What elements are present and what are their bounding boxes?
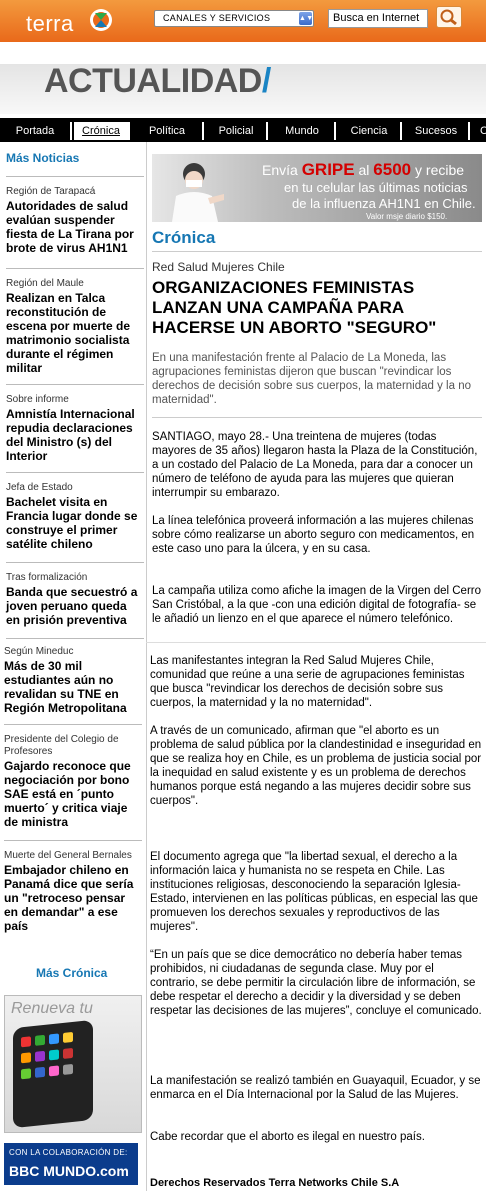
news-headline-link[interactable]: Autoridades de salud evalúan suspender fiesta de La Tirana por brote de virus AH1N1: [6, 199, 134, 255]
gripe-sms-banner[interactable]: [152, 154, 482, 222]
news-item: [4, 734, 140, 829]
article-paragraph: La manifestación se realizó también en Guayaquil, Ecuador, y se enmarca en el Día Internacional por la Salud de las Mujeres.: [150, 1075, 481, 1101]
more-news-heading: Más Noticias: [6, 151, 80, 165]
divider: [6, 176, 144, 177]
article-paragraph: Las manifestantes integran la Red Salud Mujeres Chile, comunidad que reúne a una serie de agrupaciones feministas que busca "revindicar los derechos de decisión sobre sus cuerpos, la maternidad y la no maternidad".: [150, 655, 465, 709]
divider: [152, 251, 482, 252]
article-paragraph: A través de un comunicado, afirman que "el aborto es un problema de salud pública por la clandestinidad e inseguridad en que se realiza hoy en Chile, es un problema de justicia social por la inequidad en salud existente y es un problema de derechos humanos porque está negando a las mujeres decidir sobre sus cuerpos".: [150, 725, 482, 807]
tab-portada[interactable]: Portada: [0, 122, 72, 140]
phone-ad-banner[interactable]: [4, 995, 142, 1133]
news-kicker: Región del Maule: [6, 278, 84, 289]
news-item: [6, 278, 142, 375]
tab-policial[interactable]: Policial: [206, 122, 268, 140]
channels-select-label: CANALES Y SERVICIOS: [163, 13, 271, 23]
divider: [6, 562, 144, 563]
divider: [4, 840, 142, 841]
news-kicker: Región de Tarapacá: [6, 186, 96, 197]
banner-line-3: de la influenza AH1N1 en Chile.: [292, 196, 476, 211]
news-item: [4, 850, 140, 933]
banner-price: Valor msje diario $150.: [366, 212, 448, 221]
section-slash: /: [261, 62, 271, 100]
person-with-mask-image: [166, 158, 226, 222]
terra-logo[interactable]: terra: [26, 11, 74, 36]
article-paragraph: La línea telefónica proveerá información a las mujeres chilenas sobre cómo realizarse un aborto seguro con medicamentos, en este caso uno para la úlcera, y en su casa.: [152, 515, 475, 555]
news-kicker: Tras formalización: [6, 572, 88, 583]
article-kicker: Red Salud Mujeres Chile: [152, 260, 285, 274]
tab-politica[interactable]: Política: [132, 122, 204, 140]
article-section-title: Crónica: [152, 228, 216, 247]
article-paragraph: La campaña utiliza como afiche la imagen de la Virgen del Cerro San Cristóbal, a la que -con una edición digital de fotografía- se le añadió un lienzo en el que aparece el número telefónico.: [152, 585, 482, 625]
divider: [146, 642, 486, 643]
section-title: [44, 62, 271, 101]
news-headline-link[interactable]: Banda que secuestró a joven peruano queda en prisión preventiva: [6, 585, 138, 627]
tab-cronica[interactable]: Crónica: [74, 122, 130, 140]
article-headline: ORGANIZACIONES FEMINISTAS LANZAN UNA CAMPAÑA PARA HACERSE UN ABORTO "SEGURO": [152, 278, 437, 337]
news-kicker: Muerte del General Bernales: [4, 850, 132, 861]
news-headline-link[interactable]: Embajador chileno en Panamá dice que sería un "retroceso pensar en demandar" a ese país: [4, 863, 134, 933]
news-headline-link[interactable]: Realizan en Talca reconstitución de escena por muerte de matrimonio socialista durante el régimen militar: [6, 291, 131, 375]
news-item: [6, 572, 142, 627]
search-icon: [437, 7, 461, 27]
banner-line-2: en tu celular las últimas noticias: [284, 180, 468, 195]
search-input[interactable]: Busca en Internet: [328, 9, 428, 28]
divider: [6, 472, 144, 473]
news-headline-link[interactable]: Bachelet visita en Francia lugar donde se construye el primer satélite chileno: [6, 495, 138, 551]
article-paragraph: “En un país que se dice democrático no debería haber temas prohibidos, ni ciudadanas de segunda clase. Muy por el contrario, se debe permitir la circulación libre de información, se debe respetar el derecho a decidir y la diversidad y se deben respetar las decisiones de las mujeres”, concluye el comunicado.: [150, 949, 482, 1017]
divider: [152, 417, 482, 418]
news-kicker: Jefa de Estado: [6, 482, 73, 493]
column-divider: [146, 142, 147, 1191]
news-kicker: Presidente del Colegio de Profesores: [4, 734, 119, 757]
terra-logo-mark: [86, 7, 116, 33]
tab-ce[interactable]: Ce: [479, 125, 495, 137]
news-item: [6, 482, 142, 551]
article-paragraph: Cabe recordar que el aborto es ilegal en nuestro país.: [150, 1131, 425, 1143]
news-item: [6, 394, 142, 463]
bbc-brand-text: BBC MUNDO.com: [9, 1163, 129, 1179]
article-lead: En una manifestación frente al Palacio de La Moneda, las agrupaciones feministas dijeron que buscan "revindicar los derechos de decisión sobre sus cuerpos, la maternidad y la no maternidad".: [152, 352, 471, 406]
tab-ciencia[interactable]: Ciencia: [338, 122, 402, 140]
phone-image: [13, 1020, 93, 1128]
copyright-footer: Derechos Reservados Terra Networks Chile S.A: [150, 1177, 400, 1189]
divider: [6, 638, 144, 639]
news-headline-link[interactable]: Amnistía Internacional repudia declaraciones del Ministro (s) del Interior: [6, 407, 135, 463]
more-cronica-link[interactable]: Más Crónica: [36, 966, 108, 980]
divider: [6, 384, 144, 385]
tab-sucesos[interactable]: Sucesos: [404, 122, 470, 140]
news-item: [4, 646, 140, 715]
channels-select[interactable]: [154, 10, 314, 27]
bbc-collab-text: CON LA COLABORACIÓN DE:: [9, 1148, 128, 1157]
news-kicker: Según Mineduc: [4, 646, 74, 657]
divider: [6, 268, 144, 269]
news-headline-link[interactable]: Gajardo reconoce que negociación por bono SAE está en ´punto muerto´ y critica viaje de ministra: [4, 759, 131, 829]
news-headline-link[interactable]: Más de 30 mil estudiantes aún no revalidan su TNE en Región Metropolitana: [4, 659, 127, 715]
banner-line-1: Envía GRIPE al 6500 y recibe: [262, 160, 465, 179]
bbc-mundo-logo[interactable]: [4, 1143, 138, 1185]
ad-text: Renueva tu: [11, 1000, 93, 1017]
main-nav: [0, 118, 495, 142]
divider: [4, 724, 142, 725]
news-item: [6, 186, 142, 255]
news-kicker: Sobre informe: [6, 394, 69, 405]
tab-mundo[interactable]: Mundo: [270, 122, 336, 140]
search-button[interactable]: [436, 6, 462, 28]
article-paragraph: SANTIAGO, mayo 28.- Una treintena de mujeres (todas mayores de 35 años) llegaron hasta la Plaza de la Constitución, a un costado del Palacio de La Moneda, para dar a conocer un número de teléfono de ayuda para las mujeres que quieran interrumpir su embarazo.: [152, 431, 478, 499]
section-title-text: ACTUALIDAD: [44, 62, 262, 100]
chevron-updown-icon: ▲▼: [299, 12, 312, 25]
top-bar: [0, 0, 486, 42]
article-paragraph: El documento agrega que "la libertad sexual, el derecho a la información laica y humanista no se respeta en Chile. Las instituciones religiosas, desconociendo la separación Iglesia-Estado, intervienen en las políticas públicas, en especial las que promueven los derechos sexuales y reproductivos de las mujeres".: [150, 851, 478, 933]
